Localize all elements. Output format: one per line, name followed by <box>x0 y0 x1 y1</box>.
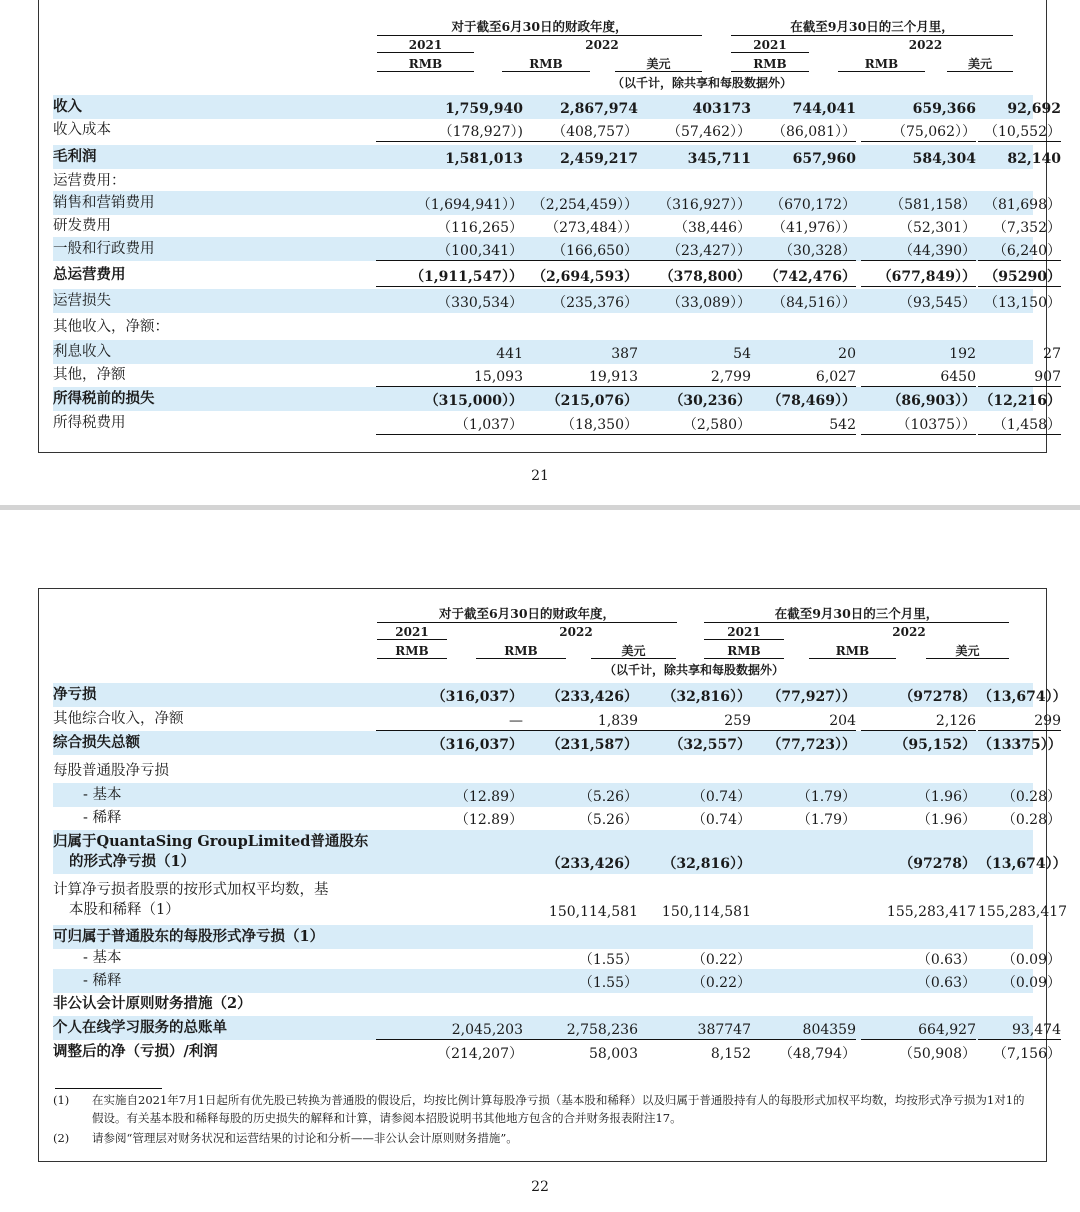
table-cell: （10,552） <box>978 118 1061 142</box>
row-label: 其他，净额 <box>53 367 126 383</box>
table-cell: （5.26） <box>578 812 638 828</box>
table-cell: 804359 <box>726 1016 856 1040</box>
table-cell: 15,093 <box>376 363 523 387</box>
table-cell: （1.55） <box>578 975 638 991</box>
table-cell: （233,426） <box>546 689 638 705</box>
table-row <box>53 315 1033 339</box>
table-cell: 387747 <box>613 1016 751 1040</box>
table-cell: 8,152 <box>710 1046 751 1062</box>
row-label-line: 归属于QuantaSing GroupLimited普通股东 <box>53 833 369 850</box>
footnote-text: 在实施自2021年7月1日起所有优先股已转换为普通股的假设后，均按比例计算每股净亏损（基本股和稀释）以及归属于普通股持有人的每股形式加权平均数，均按形式净亏损为1对1的假设。有关基本股和稀释每股的历史损失的解释和计算，请参阅本招股说明书其他地方包含的合并财务报表附注17。 <box>92 1093 1025 1125</box>
table-cell: （97278） <box>899 689 976 705</box>
table-row <box>53 145 1061 169</box>
table-cell: （1.55） <box>578 952 638 968</box>
table-cell: 259 <box>613 707 751 731</box>
table-cell: 58,003 <box>589 1046 638 1062</box>
table-row <box>53 191 1061 215</box>
table-cell: 1,839 <box>498 707 638 731</box>
row-label: - 稀释 <box>83 810 122 826</box>
table-cell: （2,254,459）） <box>531 197 638 213</box>
table-cell: — <box>376 707 523 731</box>
table-cell: （32,816）） <box>662 689 751 705</box>
header-unit-note: （以千计，除共享和每股数据外） <box>611 76 792 90</box>
table-cell: （100,341） <box>376 237 523 261</box>
header-currency-rmb: RMB <box>502 56 590 72</box>
table-cell: （0.22） <box>691 975 751 991</box>
footnote-text: 请参阅“管理层对财务状况和运营结果的讨论和分析——非公认会计原则财务措施”。 <box>92 1131 518 1145</box>
header-currency-rmb: RMB <box>476 643 566 659</box>
table-cell: （30,328） <box>726 237 856 261</box>
table-row <box>53 878 1068 922</box>
table-row <box>53 759 1033 783</box>
table-cell: 2,799 <box>613 363 751 387</box>
table-cell: （13375）） <box>978 737 1062 753</box>
header-currency-rmb: RMB <box>809 643 896 659</box>
table-cell: （32,557） <box>669 737 751 753</box>
table-row <box>53 830 1067 874</box>
table-cell: （316,037） <box>431 737 523 753</box>
table-row <box>53 214 1061 238</box>
table-cell: （116,265） <box>437 220 523 236</box>
table-cell: 2,867,974 <box>560 101 638 117</box>
header-group-fiscal-year: 对于截至6月30日的财政年度， <box>377 605 677 623</box>
row-label: 运营损失 <box>53 293 111 309</box>
table-row <box>53 387 1061 411</box>
table-cell: （214,207） <box>437 1046 523 1062</box>
table-cell: 299 <box>978 707 1061 731</box>
financial-table-frame <box>38 588 1068 1162</box>
table-cell: 2,126 <box>861 707 976 731</box>
table-cell: （12.89） <box>454 812 523 828</box>
table-cell: （12.89） <box>454 789 523 805</box>
table-cell: 2,758,236 <box>498 1016 638 1040</box>
footnote-divider <box>55 1088 162 1089</box>
table-row <box>53 263 1061 287</box>
table-row <box>53 1040 1061 1064</box>
table-cell: （1,694,941）） <box>416 197 523 213</box>
table-cell: （235,376） <box>552 295 638 311</box>
table-cell: （77,723）） <box>767 737 856 753</box>
table-cell: （0.74） <box>691 812 751 828</box>
row-label: - 稀释 <box>83 973 122 989</box>
table-row <box>53 340 1061 364</box>
table-cell: （1.79） <box>796 789 856 805</box>
table-cell: （0.63） <box>916 952 976 968</box>
row-label: 净亏损 <box>53 686 97 703</box>
header-year-2022-fy: 2022 <box>559 625 593 639</box>
table-cell: 82,140 <box>1007 151 1061 167</box>
table-cell: （0.22） <box>691 952 751 968</box>
table-row <box>53 118 1061 142</box>
table-cell: （316,927）） <box>658 197 751 213</box>
table-cell: 345,711 <box>687 151 751 167</box>
table-cell: （5.26） <box>578 789 638 805</box>
table-cell: 664,927 <box>861 1016 976 1040</box>
table-row <box>53 1016 1061 1040</box>
table-cell: 6,027 <box>726 363 856 387</box>
header-currency-rmb: RMB <box>731 56 809 72</box>
row-label <box>53 878 329 922</box>
table-cell: （13,674）） <box>978 856 1067 872</box>
table-cell: 2,045,203 <box>376 1016 523 1040</box>
table-cell: 204 <box>726 707 856 731</box>
table-cell: （7,156） <box>992 1046 1061 1062</box>
table-cell: 92,692 <box>1007 101 1061 117</box>
table-row <box>53 363 1061 387</box>
table-cell: （32,816）） <box>662 856 751 872</box>
row-label: 其他综合收入，净额 <box>53 711 184 727</box>
row-label: 综合损失总额 <box>53 734 140 751</box>
table-cell: （1,037） <box>376 411 523 435</box>
footnote-2 <box>53 1129 1033 1149</box>
table-cell: 542 <box>726 411 856 435</box>
table-cell: 6450 <box>861 363 976 387</box>
header-year-2022-fy: 2022 <box>585 38 619 52</box>
table-cell: （273,484）） <box>545 220 638 236</box>
table-cell: （408,757） <box>498 118 638 142</box>
header-currency-rmb: RMB <box>704 643 784 659</box>
row-label: 毛利润 <box>53 148 97 165</box>
table-cell: （48,794） <box>779 1046 856 1062</box>
table-cell: 2,459,217 <box>560 151 638 167</box>
table-cell: （13,150） <box>984 295 1061 311</box>
header-currency-usd: 美元 <box>947 56 1013 72</box>
table-row <box>53 946 1061 970</box>
row-label: 一般和行政费用 <box>53 241 155 257</box>
table-row <box>53 169 1033 193</box>
table-cell: 441 <box>496 346 523 362</box>
table-cell: （81,698） <box>984 197 1061 213</box>
table-cell: （30,236） <box>669 393 751 409</box>
table-cell: 659,366 <box>912 101 976 117</box>
table-cell <box>726 850 856 874</box>
table-cell: （97278） <box>899 856 976 872</box>
page-number: 22 <box>531 1179 549 1195</box>
header-year-2021-fy: 2021 <box>377 624 447 640</box>
table-cell: （677,849）） <box>861 263 976 287</box>
row-label: 可归属于普通股东的每股形式净亏损（1） <box>53 928 325 945</box>
table-cell: （1.96） <box>916 812 976 828</box>
table-cell: （75,062）） <box>861 118 976 142</box>
table-cell: （233,426） <box>546 856 638 872</box>
table-cell: 155,283,417 <box>886 904 976 920</box>
table-cell: （742,476） <box>726 263 856 287</box>
header-year-2022-q: 2022 <box>892 625 926 639</box>
table-cell: （41,976）） <box>772 220 856 236</box>
table-cell: （0.28） <box>1001 812 1061 828</box>
row-label: 利息收入 <box>53 344 111 360</box>
table-cell: 54 <box>733 346 751 362</box>
table-cell <box>726 946 856 970</box>
table-row <box>53 783 1061 807</box>
header-group-three-months: 在截至9月30日的三个月里， <box>704 605 1009 623</box>
table-cell: （581,158） <box>890 197 976 213</box>
table-cell: （95,152） <box>894 737 976 753</box>
table-cell: （330,534） <box>437 295 523 311</box>
table-cell: （315,000）） <box>424 393 523 409</box>
table-row <box>53 237 1061 261</box>
row-label-line: 的形式净亏损（1） <box>69 853 196 870</box>
table-cell: （2,694,593） <box>498 263 638 287</box>
table-cell: （166,650） <box>498 237 638 261</box>
table-row <box>53 707 1061 731</box>
table-cell: 20 <box>838 346 856 362</box>
table-row <box>53 731 1062 755</box>
table-cell: 150,114,581 <box>548 904 638 920</box>
table-cell: （93,545） <box>899 295 976 311</box>
table-cell: （18,350） <box>498 411 638 435</box>
row-label: 调整后的净（亏损）/利润 <box>53 1043 218 1060</box>
header-currency-usd: 美元 <box>591 643 676 659</box>
table-cell: （6,240） <box>978 237 1061 261</box>
table-cell: （1.96） <box>916 789 976 805</box>
table-cell: 19,913 <box>498 363 638 387</box>
footnote-marker: (1) <box>53 1093 70 1107</box>
table-cell: 1,759,940 <box>445 101 523 117</box>
table-cell: （215,076） <box>546 393 638 409</box>
row-label <box>53 830 368 874</box>
document-page-21 <box>0 0 1080 505</box>
table-cell: （38,446） <box>674 220 751 236</box>
row-label: 非公认会计原则财务措施（2） <box>53 995 252 1012</box>
header-group-three-months: 在截至9月30日的三个月里， <box>731 18 1013 36</box>
table-cell: （86,081）） <box>726 118 856 142</box>
table-cell: 584,304 <box>912 151 976 167</box>
table-cell: 155,283,417 <box>978 904 1068 920</box>
table-cell: （95290） <box>978 263 1061 287</box>
row-label: 所得税前的损失 <box>53 390 155 407</box>
table-cell: （1,458） <box>978 411 1061 435</box>
table-cell: （44,390） <box>861 237 976 261</box>
table-cell: （50,908） <box>899 1046 976 1062</box>
row-label-line: 计算净亏损者股票的按形式加权平均数，基 <box>53 882 329 898</box>
header-year-2021-q: 2021 <box>731 37 809 53</box>
header-currency-rmb: RMB <box>377 643 447 659</box>
header-year-2021-fy: 2021 <box>377 37 474 53</box>
header-currency-rmb: RMB <box>838 56 925 72</box>
table-row <box>53 411 1061 435</box>
header-year-2022-q: 2022 <box>908 38 943 52</box>
footnote-marker: (2) <box>53 1131 70 1145</box>
header-unit-note: （以千计，除共享和每股数据外） <box>603 663 784 677</box>
row-label: 销售和营销费用 <box>53 195 155 211</box>
table-cell: （0.09） <box>1001 975 1061 991</box>
table-cell: （316,037） <box>431 689 523 705</box>
table-row <box>53 992 1033 1016</box>
table-row <box>53 95 1061 119</box>
table-row <box>53 806 1061 830</box>
table-cell: （2,580） <box>613 411 751 435</box>
row-label: - 基本 <box>83 950 122 966</box>
table-cell: 27 <box>1043 346 1061 362</box>
table-cell: （0.63） <box>916 975 976 991</box>
table-cell: （13,674）） <box>978 689 1067 705</box>
header-currency-rmb: RMB <box>377 56 474 72</box>
table-cell: 403173 <box>692 101 751 117</box>
row-label: 收入 <box>53 98 82 115</box>
table-cell: 192 <box>949 346 976 362</box>
table-cell <box>726 969 856 993</box>
table-cell: （10375）） <box>861 411 976 435</box>
header-group-fiscal-year: 对于截至6月30日的财政年度， <box>377 18 702 36</box>
table-cell: 150,114,581 <box>661 904 751 920</box>
table-cell <box>726 898 856 922</box>
table-cell: （1,911,547）） <box>376 263 523 287</box>
footnote-1 <box>53 1091 1033 1129</box>
table-cell: （0.28） <box>1001 789 1061 805</box>
row-label: 收入成本 <box>53 122 111 138</box>
header-currency-usd: 美元 <box>926 643 1009 659</box>
table-cell: （57,462）） <box>613 118 751 142</box>
row-label-line: 本股和稀释（1） <box>69 902 180 918</box>
table-cell: （0.09） <box>1001 952 1061 968</box>
table-row <box>53 969 1061 993</box>
table-cell: （1.79） <box>796 812 856 828</box>
table-cell: （77,927）） <box>767 689 856 705</box>
table-cell: （33,089）） <box>667 295 751 311</box>
table-cell: （84,516）） <box>772 295 856 311</box>
row-label: 其他收入，净额： <box>53 319 169 335</box>
row-label: 研发费用 <box>53 218 111 234</box>
document-page-22 <box>0 510 1080 1212</box>
table-cell: （7,352） <box>992 220 1061 236</box>
table-cell: （0.74） <box>691 789 751 805</box>
row-label: 每股普通股净亏损 <box>53 763 169 779</box>
table-cell: （670,172） <box>770 197 856 213</box>
row-label: 个人在线学习服务的总账单 <box>53 1019 227 1036</box>
table-cell: （178,927）) <box>376 118 523 142</box>
table-cell: （378,800） <box>613 263 751 287</box>
row-label: 所得税费用 <box>53 415 126 431</box>
financial-table-frame <box>38 0 1061 453</box>
table-cell: 744,041 <box>792 101 856 117</box>
table-cell: （12,216） <box>979 393 1061 409</box>
table-cell: （52,301） <box>899 220 976 236</box>
table-cell: （86,903）） <box>887 393 976 409</box>
row-label: 总运营费用 <box>53 266 126 283</box>
table-cell: 657,960 <box>792 151 856 167</box>
table-cell: 1,581,013 <box>445 151 523 167</box>
table-row <box>53 289 1061 313</box>
table-cell: 93,474 <box>978 1016 1061 1040</box>
table-row <box>53 683 1067 707</box>
header-year-2021-q: 2021 <box>704 624 784 640</box>
table-cell: （78,469）） <box>767 393 856 409</box>
table-cell: （23,427）） <box>613 237 751 261</box>
table-cell: （231,587） <box>546 737 638 753</box>
page-number: 21 <box>531 468 549 484</box>
header-currency-usd: 美元 <box>615 56 702 72</box>
row-label: - 基本 <box>83 787 122 803</box>
table-cell: 387 <box>611 346 638 362</box>
row-label: 运营费用： <box>53 173 126 189</box>
table-cell: 907 <box>978 363 1061 387</box>
